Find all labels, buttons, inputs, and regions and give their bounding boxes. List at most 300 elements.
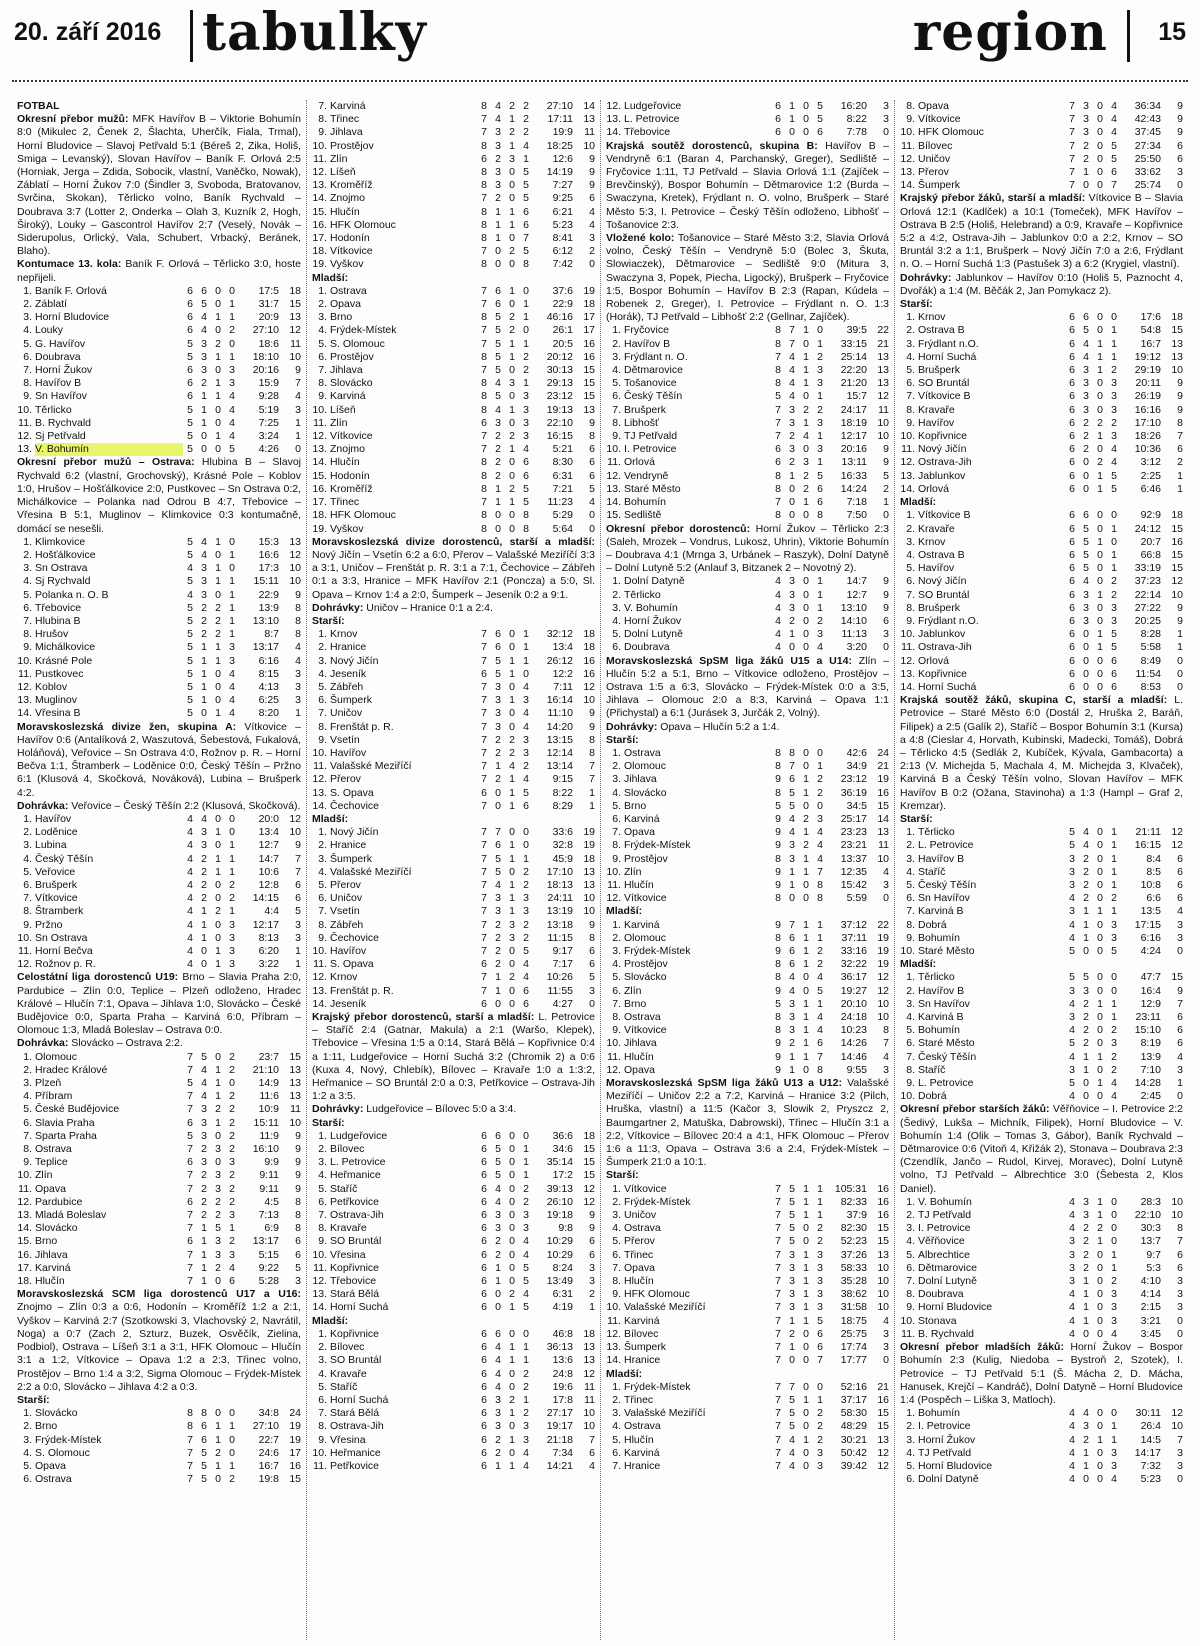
score: 4:4: [264, 905, 279, 918]
draws: 1: [215, 1116, 221, 1129]
wins: 0: [495, 522, 501, 535]
played: 8: [481, 377, 487, 390]
table-row: [900, 443, 1183, 456]
points: 16: [583, 654, 595, 667]
rank: 2.: [612, 931, 621, 944]
wins: 4: [495, 113, 501, 126]
played: 7: [481, 905, 487, 918]
rank: 5.: [318, 1380, 327, 1393]
rank: 12.: [312, 1275, 327, 1288]
draws: 0: [1097, 152, 1103, 165]
table-row: [606, 641, 889, 654]
losses: 4: [229, 694, 235, 707]
score: 7:21: [552, 482, 573, 495]
team-name: Vítkovice: [330, 245, 373, 258]
rank: 12.: [900, 654, 915, 667]
points: 21: [877, 337, 889, 350]
played: 6: [187, 311, 193, 324]
played: 7: [481, 113, 487, 126]
played: 6: [1069, 575, 1075, 588]
wins: 3: [789, 1024, 795, 1037]
table-row: [606, 483, 889, 496]
rank: 4.: [318, 1367, 327, 1380]
rank: 13.: [312, 786, 327, 799]
draws: 1: [509, 139, 515, 152]
team-name: Plzeň: [35, 1077, 62, 1090]
points: 4: [883, 865, 889, 878]
results-text: Slovácko – Ostrava 2:2.: [71, 1037, 183, 1050]
losses: 2: [1111, 1275, 1117, 1288]
played: 7: [1069, 166, 1075, 179]
points: 13: [877, 1433, 889, 1446]
points: 3: [295, 680, 301, 693]
losses: 2: [523, 100, 529, 112]
draws: 2: [215, 337, 221, 350]
draws: 1: [509, 892, 515, 905]
draws: 0: [1097, 1024, 1103, 1037]
rank: 3.: [906, 337, 915, 350]
team-name: Dolní Datyně: [918, 1473, 979, 1486]
wins: 0: [495, 799, 501, 812]
losses: 6: [817, 126, 823, 139]
points: 3: [295, 403, 301, 416]
losses: 4: [523, 958, 529, 971]
points: 10: [583, 139, 595, 152]
team-name: Heřmanice: [330, 1446, 381, 1459]
team-name: Příbram: [35, 1090, 73, 1103]
rank: 1.: [612, 575, 621, 588]
score: 28:3: [1140, 1195, 1161, 1208]
team-name: Olomouc: [624, 931, 667, 944]
table-row: [17, 351, 301, 364]
table-row: [900, 892, 1183, 905]
team-name: Vítkovice B: [918, 390, 971, 403]
team-name: Český Těšín: [35, 852, 94, 865]
rank: 8.: [318, 918, 327, 931]
played: 7: [775, 350, 781, 363]
played: 7: [481, 641, 487, 654]
points: 1: [1177, 1077, 1183, 1090]
played: 7: [481, 892, 487, 905]
wins: 1: [789, 469, 795, 482]
losses: 1: [229, 628, 235, 641]
draws: 1: [803, 958, 809, 971]
score: 33:15: [840, 337, 867, 350]
points: 15: [1171, 562, 1183, 575]
score: 19:17: [546, 1420, 573, 1433]
score: 26:4: [1140, 1420, 1161, 1433]
rank: 7.: [318, 905, 327, 918]
team-name: HFK Olomouc: [624, 1288, 690, 1301]
losses: 5: [1111, 139, 1117, 152]
losses: 3: [523, 746, 529, 759]
played: 7: [187, 1063, 193, 1076]
score: 26:12: [546, 654, 573, 667]
draws: 1: [215, 641, 221, 654]
points: 12: [877, 984, 889, 997]
wins: 7: [789, 337, 795, 350]
wins: 4: [1083, 575, 1089, 588]
points: 13: [583, 865, 595, 878]
rank: 6.: [612, 984, 621, 997]
table-row: [17, 1249, 301, 1262]
points: 19: [877, 931, 889, 944]
points: 0: [295, 443, 301, 456]
table-row: [606, 1301, 889, 1314]
team-name: Hošťálkovice: [35, 548, 96, 561]
played: 7: [775, 1327, 781, 1340]
score: 18:6: [258, 337, 279, 350]
section-title: tabulky: [202, 2, 427, 63]
score: 21:18: [546, 1433, 573, 1446]
rank: 3.: [906, 535, 915, 548]
wins: 5: [495, 1169, 501, 1182]
draws: 1: [215, 1063, 221, 1076]
points: 3: [1177, 1063, 1183, 1076]
draws: 1: [215, 350, 221, 363]
draws: 1: [803, 1024, 809, 1037]
rank: 6.: [906, 575, 915, 588]
losses: 4: [523, 680, 529, 693]
wins: 3: [1083, 113, 1089, 126]
rank: 10.: [17, 931, 32, 944]
table-row: [606, 324, 889, 337]
points: 13: [583, 113, 595, 126]
points: 19: [583, 284, 595, 297]
wins: 1: [495, 232, 501, 245]
team-name: Horní Bludovice: [35, 311, 110, 324]
draws: 0: [803, 1407, 809, 1420]
wins: 0: [789, 1354, 795, 1367]
table-row: [606, 773, 889, 786]
rank: 5.: [318, 878, 327, 891]
wins: 5: [495, 865, 501, 878]
losses: 2: [1111, 575, 1117, 588]
wins: 0: [1083, 945, 1089, 957]
draws: 1: [1097, 1195, 1103, 1208]
score: 5:21: [552, 443, 573, 456]
team-name: Bílovec: [624, 1327, 659, 1340]
rank: 10.: [312, 403, 327, 416]
table-row: [606, 1262, 889, 1275]
losses: 2: [229, 1182, 235, 1195]
points: 3: [589, 1275, 595, 1288]
points: 4: [1177, 1050, 1183, 1063]
score: 34:8: [258, 1407, 279, 1420]
result-paragraph: [312, 1103, 595, 1116]
team-name: Brušperk: [624, 403, 667, 416]
draws: 2: [215, 1195, 221, 1208]
score: 16:6: [258, 548, 279, 561]
points: 14: [583, 100, 595, 112]
losses: 1: [817, 337, 823, 350]
score: 37:17: [840, 1393, 867, 1406]
played: 7: [775, 1433, 781, 1446]
played: 5: [187, 416, 193, 429]
score: 31:7: [258, 298, 279, 311]
score: 27:10: [252, 1420, 279, 1433]
losses: 0: [1111, 971, 1117, 984]
wins: 1: [1083, 1459, 1089, 1472]
score: 36:6: [552, 1129, 573, 1142]
points: 10: [877, 1275, 889, 1288]
table-row: [606, 1011, 889, 1024]
points: 6: [1177, 852, 1183, 865]
wins: 1: [201, 403, 207, 416]
wins: 2: [789, 430, 795, 443]
points: 3: [295, 667, 301, 680]
rank: 8.: [23, 905, 32, 918]
score: 4:5: [264, 1195, 279, 1208]
results-text: Uničov – Hranice 0:1 a 2:4.: [366, 601, 493, 614]
score: 15:3: [258, 535, 279, 548]
table-row: [17, 1143, 301, 1156]
score: 22:7: [258, 1433, 279, 1446]
rank: 8.: [612, 1275, 621, 1288]
losses: 2: [817, 350, 823, 363]
points: 2: [589, 1288, 595, 1301]
table-row: [900, 509, 1183, 522]
team-name: Dolní Lutyně: [624, 628, 683, 641]
draws: 0: [1097, 1446, 1103, 1459]
losses: 1: [229, 311, 235, 324]
points: 15: [1171, 522, 1183, 535]
losses: 1: [523, 654, 529, 667]
points: 13: [877, 364, 889, 377]
played: 4: [187, 905, 193, 918]
losses: 3: [229, 641, 235, 654]
losses: 2: [523, 878, 529, 891]
draws: 1: [803, 918, 809, 931]
points: 7: [589, 1433, 595, 1446]
wins: 0: [495, 997, 501, 1010]
losses: 0: [229, 1407, 235, 1420]
score: 33:6: [552, 826, 573, 839]
played: 7: [481, 324, 487, 337]
rank: 9.: [23, 390, 32, 403]
wins: 5: [495, 852, 501, 865]
score: 23:21: [840, 839, 867, 852]
score: 45:9: [552, 852, 573, 865]
played: 7: [775, 1182, 781, 1195]
results-text: Havířov B – Vendryně 6:1 (Baran 4, Parchanský, Greger), Sedliště – Fryčovice 1:11, TJ Petřvald – Slavia Orlová 1:1 (Zajíček – Brevčinský), Bospor Bohumín – Dětmarovice 1:2 (Burda – Swaczyna, Kretek), Frýdlant n. O. volno, Brušperk – Staré Město 5:3, I. Petrovice – Český Těšín odloženo, Libhošť – Tošanovice 2:3.: [606, 139, 889, 231]
draws: 0: [803, 588, 809, 601]
played: 7: [481, 496, 487, 509]
rank: 4.: [906, 1235, 915, 1248]
losses: 2: [229, 1129, 235, 1142]
points: 24: [877, 746, 889, 759]
played: 6: [481, 1433, 487, 1446]
score: 6:46: [1140, 482, 1161, 495]
table-row: [900, 351, 1183, 364]
draws: 1: [1097, 535, 1103, 548]
points: 9: [1177, 390, 1183, 403]
team-name: Opava: [330, 298, 361, 311]
wins: 2: [1083, 878, 1089, 891]
losses: 3: [817, 812, 823, 825]
team-name: Sn Havířov: [918, 892, 970, 905]
wins: 5: [495, 390, 501, 403]
draws: 0: [1097, 390, 1103, 403]
draws: 0: [1097, 1248, 1103, 1261]
rank: 4.: [612, 614, 621, 627]
rank: 8.: [318, 1420, 327, 1433]
wins: 3: [495, 179, 501, 192]
wins: 4: [1083, 839, 1089, 852]
rank: 14.: [17, 1222, 32, 1235]
section-heading: Mladší:: [312, 1314, 349, 1327]
draws: 2: [803, 812, 809, 825]
draws: 3: [509, 918, 515, 931]
played: 5: [775, 390, 781, 403]
score: 58:33: [840, 1261, 867, 1274]
losses: 0: [523, 1327, 529, 1340]
played: 5: [775, 997, 781, 1010]
draws: 0: [1097, 878, 1103, 891]
wins: 2: [201, 878, 207, 891]
table-row: [312, 839, 595, 852]
losses: 2: [817, 773, 823, 786]
rank: 17.: [312, 496, 327, 509]
played: 4: [187, 852, 193, 865]
draws: 0: [509, 456, 515, 469]
draws: 0: [1097, 522, 1103, 535]
wins: 6: [789, 931, 795, 944]
losses: 7: [1111, 179, 1117, 192]
played: 7: [187, 1473, 193, 1486]
score: 11:6: [259, 1090, 279, 1103]
rank: 11.: [901, 1327, 915, 1340]
losses: 2: [523, 1407, 529, 1420]
wins: 4: [495, 1182, 501, 1195]
wins: 6: [495, 641, 501, 654]
played: 7: [775, 1235, 781, 1248]
played: 6: [187, 298, 193, 311]
team-name: Přerov: [918, 166, 949, 179]
losses: 2: [523, 865, 529, 878]
draws: 0: [1097, 1459, 1103, 1472]
points: 1: [589, 799, 595, 812]
wins: 1: [789, 1063, 795, 1076]
losses: 1: [229, 575, 235, 588]
team-name: Vítkovice B: [918, 509, 971, 522]
rank: 3.: [23, 1433, 32, 1446]
team-name: Kopřivnice: [918, 430, 968, 443]
table-row: [606, 1420, 889, 1433]
rank: 17.: [17, 1261, 32, 1274]
rank: 2.: [906, 839, 915, 852]
team-name: Sn Ostrava: [35, 562, 88, 575]
score: 16:16: [1134, 403, 1161, 416]
table-row: [17, 1473, 301, 1486]
played: 6: [1069, 601, 1075, 614]
wins: 3: [1083, 601, 1089, 614]
played: 7: [775, 1354, 781, 1367]
points: 7: [1177, 430, 1183, 443]
draws: 1: [1097, 350, 1103, 363]
draws: 0: [803, 390, 809, 403]
table-row: [17, 1460, 301, 1473]
score: 14:21: [546, 1459, 573, 1472]
rank: 8.: [612, 416, 621, 429]
draws: 0: [509, 390, 515, 403]
table-row: [312, 390, 595, 403]
points: 11: [584, 126, 595, 139]
competition-name: Moravskoslezská SCM liga dorostenců U17 a U16:: [17, 1288, 301, 1301]
rank: 4.: [612, 958, 621, 971]
score: 21:11: [1135, 826, 1161, 839]
points: 15: [583, 390, 595, 403]
score: 32:22: [840, 958, 867, 971]
rank: 9.: [23, 641, 32, 654]
played: 3: [1069, 852, 1075, 865]
result-paragraph: [17, 113, 301, 258]
team-name: Frýdek-Místek: [330, 324, 397, 337]
played: 8: [481, 350, 487, 363]
team-name: Pržno: [35, 918, 63, 931]
score: 92:9: [1140, 509, 1161, 522]
rank: 12.: [606, 1063, 621, 1076]
wins: 3: [1083, 1209, 1089, 1222]
score: 8:29: [552, 799, 573, 812]
rank: 10.: [312, 1248, 327, 1261]
wins: 3: [789, 1275, 795, 1288]
table-row: [17, 694, 301, 707]
losses: 5: [817, 469, 823, 482]
rank: 4.: [23, 1446, 32, 1459]
team-name: Těrlicko: [624, 588, 661, 601]
played: 6: [481, 1156, 487, 1169]
rank: 16.: [312, 218, 327, 231]
draws: 0: [803, 878, 809, 891]
points: 6: [1177, 892, 1183, 905]
wins: 1: [201, 1222, 207, 1235]
played: 9: [775, 826, 781, 839]
losses: 6: [817, 1341, 823, 1354]
team-name: Slovácko: [624, 971, 667, 984]
results-text: Veřovice – Český Těšín 2:2 (Klusová, Skočková).: [71, 799, 301, 812]
rank: 2.: [612, 760, 621, 773]
points: 9: [295, 1182, 301, 1195]
points: 13: [583, 878, 595, 891]
team-name: Čechovice: [330, 931, 380, 944]
points: 12: [583, 1182, 595, 1195]
team-name: Třinec: [624, 1248, 654, 1261]
table-row: [900, 1262, 1183, 1275]
played: 8: [481, 232, 487, 245]
rank: 12.: [606, 469, 621, 482]
wins: 2: [201, 1169, 207, 1182]
points: 15: [289, 298, 301, 311]
draws: 0: [1097, 1011, 1103, 1024]
losses: 3: [1111, 918, 1117, 931]
rank: 10.: [312, 139, 327, 152]
points: 10: [289, 575, 301, 588]
losses: 1: [1111, 997, 1117, 1010]
team-name: Orlová: [624, 456, 655, 469]
points: 12: [877, 1446, 889, 1459]
rank: 15.: [606, 509, 621, 522]
draws: 0: [215, 1050, 221, 1063]
draws: 0: [803, 1235, 809, 1248]
table-row: [312, 760, 595, 773]
rank: 10.: [900, 430, 915, 443]
played: 6: [481, 1169, 487, 1182]
draws: 0: [1097, 931, 1103, 944]
losses: 3: [229, 1248, 235, 1261]
team-name: Ostrava: [624, 1222, 661, 1235]
wins: 2: [1083, 1261, 1089, 1274]
